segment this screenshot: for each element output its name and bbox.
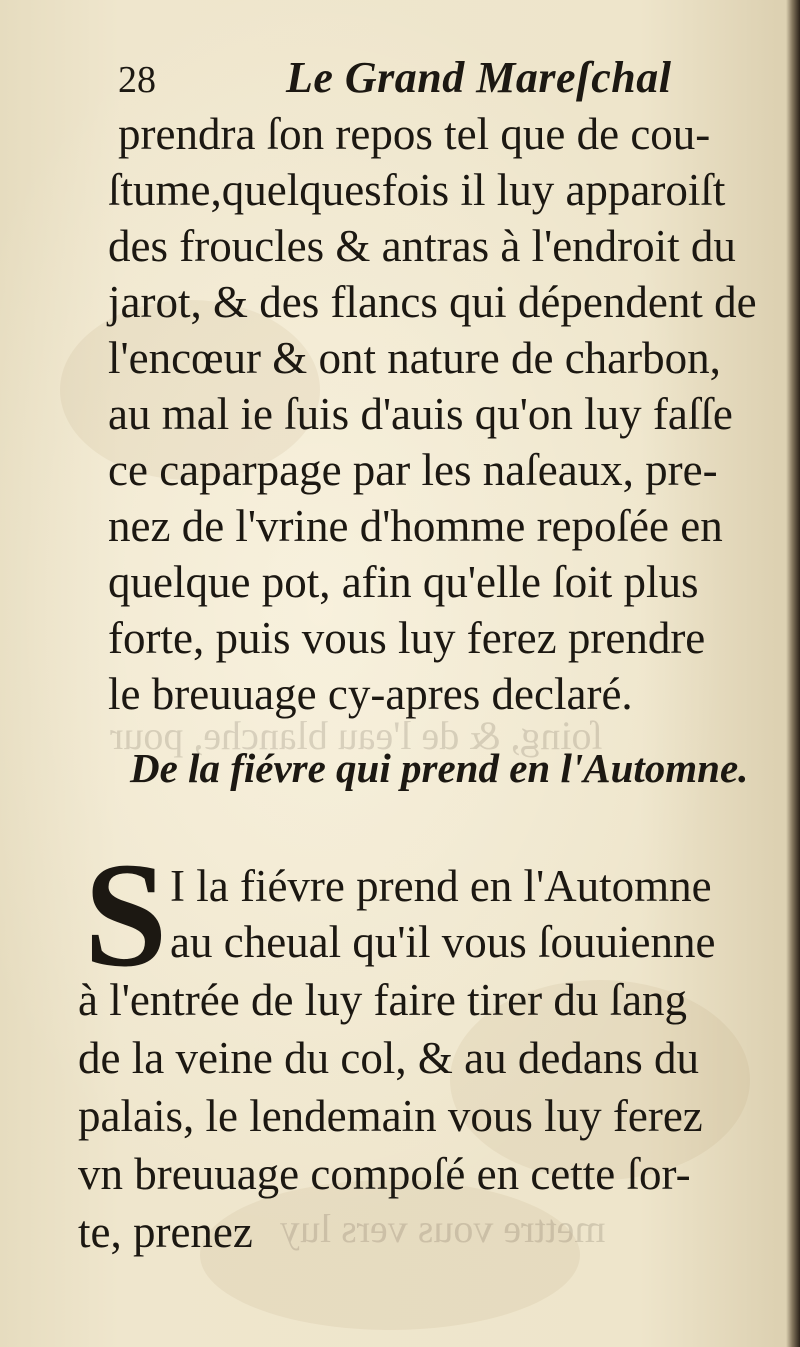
- section-heading: De la fiévre qui prend en l'Automne.: [130, 745, 749, 791]
- text-line: prendra ſon repos tel que de cou-: [118, 109, 711, 159]
- text-line: au cheual qu'il vous ſouuienne: [170, 917, 716, 967]
- text-line: des froucles & antras à l'endroit du: [108, 221, 736, 271]
- page-gutter: [786, 0, 800, 1347]
- running-title: Le Grand Mareſchal: [286, 53, 672, 102]
- paragraph-1: [108, 104, 768, 719]
- text-line: le breuuage cy-apres declaré.: [108, 669, 633, 719]
- show-through-text: ſoing, & de l'eau blanche, pour: [110, 713, 603, 758]
- show-through-text: mettre vous vers luy: [280, 1206, 606, 1251]
- text-line: à l'entrée de luy faire tirer du ſang: [78, 975, 688, 1025]
- page-header: [118, 52, 718, 112]
- text-line: au mal ie ſuis d'auis qu'on luy faſſe: [108, 389, 733, 439]
- text-line: te, prenez: [78, 1207, 253, 1257]
- text-line: l'encœur & ont nature de charbon,: [108, 333, 721, 383]
- text-line: I la fiévre prend en l'Automne: [170, 861, 712, 911]
- page-number: 28: [118, 59, 156, 101]
- text-line: ce caparpage par les naſeaux, pre-: [108, 445, 718, 495]
- text-line: nez de l'vrine d'homme repoſée en: [108, 501, 723, 551]
- text-line: ſtume,quelquesfois il luy apparoiſt: [108, 165, 726, 215]
- text-line: de la veine du col, & au dedans du: [78, 1033, 700, 1083]
- text-line: palais, le lendemain vous luy ferez: [78, 1091, 703, 1141]
- text-line: jarot, & des flancs qui dépendent de: [108, 277, 757, 327]
- drop-capital: S: [84, 832, 168, 998]
- text-line: forte, puis vous luy ferez prendre: [108, 613, 706, 663]
- text-line: vn breuuage compoſé en cette ſor-: [78, 1149, 691, 1199]
- paragraph-2: [78, 856, 768, 1257]
- text-line: quelque pot, afin qu'elle ſoit plus: [108, 557, 699, 607]
